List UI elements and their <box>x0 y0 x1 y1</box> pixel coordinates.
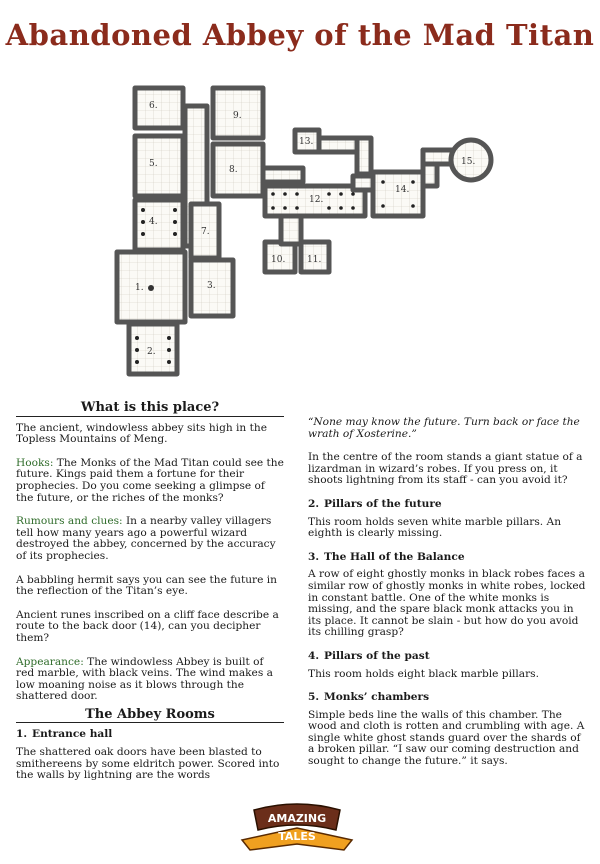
section-heading-rooms: The Abbey Rooms <box>16 709 284 724</box>
warning-quote: “None may know the future. Turn back or face the wrath of Xosterine.” <box>308 416 580 440</box>
intro-paragraph: The ancient, windowless abbey sits high in the Topless Mountains of Meng. <box>16 421 267 446</box>
rumours-paragraph <box>16 516 284 562</box>
room-2-text: This room holds seven white marble pillars. An eighth is clearly missing. <box>308 515 562 540</box>
runes-paragraph: Ancient runes inscribed on a cliff face describe a route to the back door (14), can you decipher them? <box>16 608 279 644</box>
map-room-label: 3. <box>207 281 216 291</box>
rumours-label: Rumours and clues: <box>16 515 123 528</box>
map-room-label: 4. <box>149 217 158 227</box>
dungeon-map <box>105 78 500 388</box>
room-3-heading: 3. The Hall of the Balance <box>308 550 465 563</box>
map-room-label: 15. <box>461 157 476 167</box>
logo-line2: TALES <box>278 830 316 843</box>
page-title: Abandoned Abbey of the Mad Titan <box>5 18 595 52</box>
appearance-text: The windowless Abbey is built of red marble, with black veins. The wind makes a low moaning noise as it blows through the shattered door. <box>16 655 273 703</box>
map-room-label: 7. <box>201 227 210 237</box>
room-2-heading: 2. Pillars of the future <box>308 497 442 510</box>
map-room-label: 5. <box>149 159 158 169</box>
logo-line1: AMAZING <box>267 812 327 825</box>
statue-paragraph: In the centre of the room stands a giant statue of a lizardman in wizard’s robes. If you press on, it shoots lightning from its staff - can you avoid it? <box>308 451 583 487</box>
map-room-label: 8. <box>229 165 238 175</box>
map-room-label: 10. <box>271 255 286 265</box>
map-room-label: 13. <box>299 137 314 147</box>
map-room-label: 14. <box>395 185 410 195</box>
map-room-label: 6. <box>149 101 158 111</box>
hooks-label: Hooks: <box>16 456 54 469</box>
room-4-heading: 4. Pillars of the past <box>308 649 430 662</box>
appearance-label: Appearance: <box>16 655 84 668</box>
appearance-paragraph <box>16 657 284 703</box>
hooks-paragraph <box>16 458 284 504</box>
map-room-label: 11. <box>307 255 322 265</box>
section-heading-what: What is this place? <box>16 402 284 417</box>
room-4-text: This room holds eight black marble pillars. <box>308 667 539 680</box>
room-5-heading: 5. Monks’ chambers <box>308 691 430 704</box>
room-1-heading: 1. Entrance hall <box>16 728 113 741</box>
amazing-tales-logo <box>232 800 362 856</box>
rumours-text: In a nearby valley villagers tell how many years ago a powerful wizard destroyed the abbey, concerned by the accuracy of its prophecies. <box>16 515 276 562</box>
map-room-label: 9. <box>233 111 242 121</box>
map-room-label: 2. <box>147 347 156 357</box>
hooks-text: The Monks of the Mad Titan could see the future. Kings paid them a fortune for their prophecies. Do you come seeking a glimpse of the future, or the riches of the monks? <box>16 456 284 504</box>
left-column <box>16 402 284 794</box>
room-1-text: The shattered oak doors have been blasted to smithereens by some eldritch power. Scored into the walls by lightning are the words <box>16 746 280 782</box>
hermit-paragraph: A babbling hermit says you can see the future in the reflection of the Titan’s eye. <box>16 573 277 598</box>
room-5-text: Simple beds line the walls of this chamber. The wood and cloth is rotten and crumbling with age. A single white ghost stands guard over the shards of a broken pillar. “I saw our coming destruction and sought to change the future.” it says. <box>308 708 585 768</box>
right-column <box>308 417 586 780</box>
map-room-label: 1. <box>135 283 144 293</box>
room-3-text: A row of eight ghostly monks in black robes faces a similar row of ghostly monks in white robes, locked in constant battle. One of the white monks is missing, and the spare black monk attacks you in its place. It cannot be slain - but how do you avoid its chilling grasp? <box>308 568 586 639</box>
map-room-label: 12. <box>309 195 324 205</box>
